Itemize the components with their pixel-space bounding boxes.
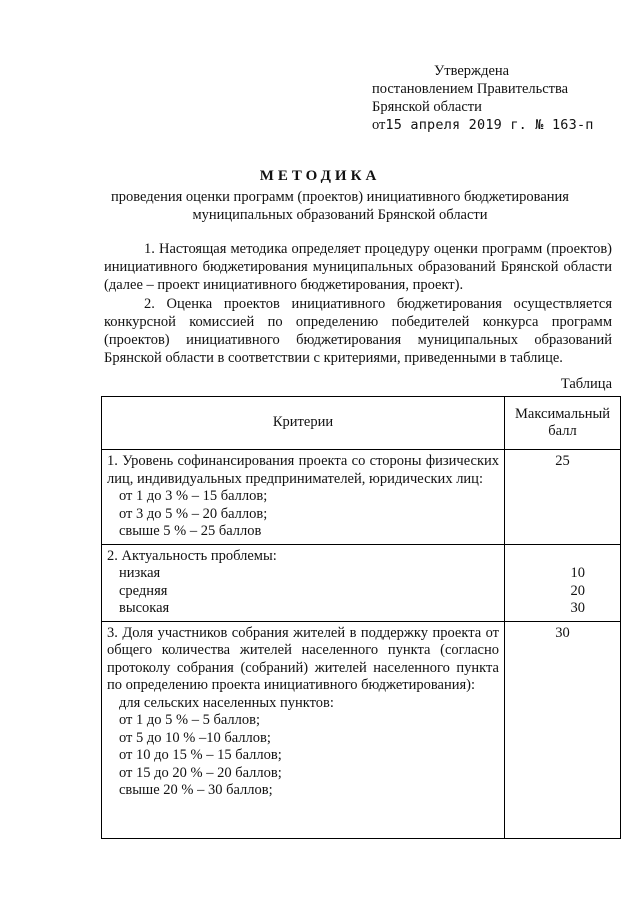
criterion-option: от 3 до 5 % – 20 баллов;: [119, 505, 268, 522]
criterion-option: высокая: [119, 600, 170, 616]
table-row: [102, 621, 621, 838]
score-cell: 30: [505, 621, 621, 838]
table-header-row: [102, 397, 621, 450]
criterion-cell: [102, 544, 505, 621]
approval-region: Брянской области: [372, 99, 482, 115]
approval-approved: Утверждена: [434, 63, 510, 79]
table-row: [102, 544, 621, 621]
header-criteria: Критерии: [102, 397, 505, 450]
criterion-option: от 15 до 20 % – 20 баллов;: [119, 764, 282, 781]
criterion-option: от 10 до 15 % – 15 баллов;: [119, 747, 282, 763]
criterion-option: от 1 до 5 % – 5 баллов;: [119, 712, 261, 728]
approval-stamp: [372, 62, 594, 134]
table-caption: Таблица: [560, 376, 612, 392]
criteria-table: [101, 396, 621, 839]
approval-date: 15 апреля 2019 г. № 163-п: [385, 117, 594, 133]
criterion-text: 2. Актуальность проблемы:: [107, 547, 277, 564]
option-score: 10: [570, 565, 585, 581]
table-row: [102, 450, 621, 545]
document-subtitle: проведения оценки программ (проектов) инициативного бюджетирования муниципальных образований Брянской области: [111, 189, 569, 223]
option-score: 20: [570, 582, 585, 599]
header-max-score: Максимальный балл: [505, 397, 621, 450]
criterion-text: 1. Уровень софинансирования проекта со стороны физических лиц, индивидуальных предпринимателей, юридических лиц:: [107, 453, 499, 487]
approval-date-line: [372, 116, 594, 134]
approval-by-resolution: постановлением Правительства: [372, 81, 569, 97]
criterion-option: низкая: [119, 565, 161, 581]
document-title: МЕТОДИКА: [259, 168, 381, 184]
criterion-option: от 5 до 10 % –10 баллов;: [119, 729, 271, 746]
option-score: 30: [570, 600, 585, 616]
criterion-cell: [102, 450, 505, 545]
approval-prefix: от: [372, 117, 386, 133]
criterion-option: от 1 до 3 % – 15 баллов;: [119, 488, 268, 504]
criterion-option: средняя: [119, 582, 168, 599]
criterion-text: 3. Доля участников собрания жителей в поддержку проекта от общего количества жителей населенного пункта (согласно протоколу собрания (собраний) жителей населенного пункта по определению проекта инициативного бюджетирования):: [107, 624, 499, 693]
criterion-option: свыше 5 % – 25 баллов: [119, 523, 262, 539]
criterion-option: для сельских населенных пунктов:: [119, 694, 334, 711]
criterion-cell: [102, 621, 505, 838]
paragraph-1: 1. Настоящая методика определяет процедуру оценки программ (проектов) инициативного бюджетирования муниципальных образований Брянской области (далее – проект инициативного бюджетирования, проект).: [104, 241, 612, 293]
score-cell: [505, 544, 621, 621]
criterion-option: свыше 20 % – 30 баллов;: [119, 782, 273, 798]
paragraph-2: 2. Оценка проектов инициативного бюджетирования осуществляется конкурсной комиссией по определению победителей конкурса программ (проектов) инициативного бюджетирования муниципальных образований Брянской области в соответствии с критериями, приведенными в таблице.: [104, 296, 612, 366]
score-cell: 25: [505, 450, 621, 545]
